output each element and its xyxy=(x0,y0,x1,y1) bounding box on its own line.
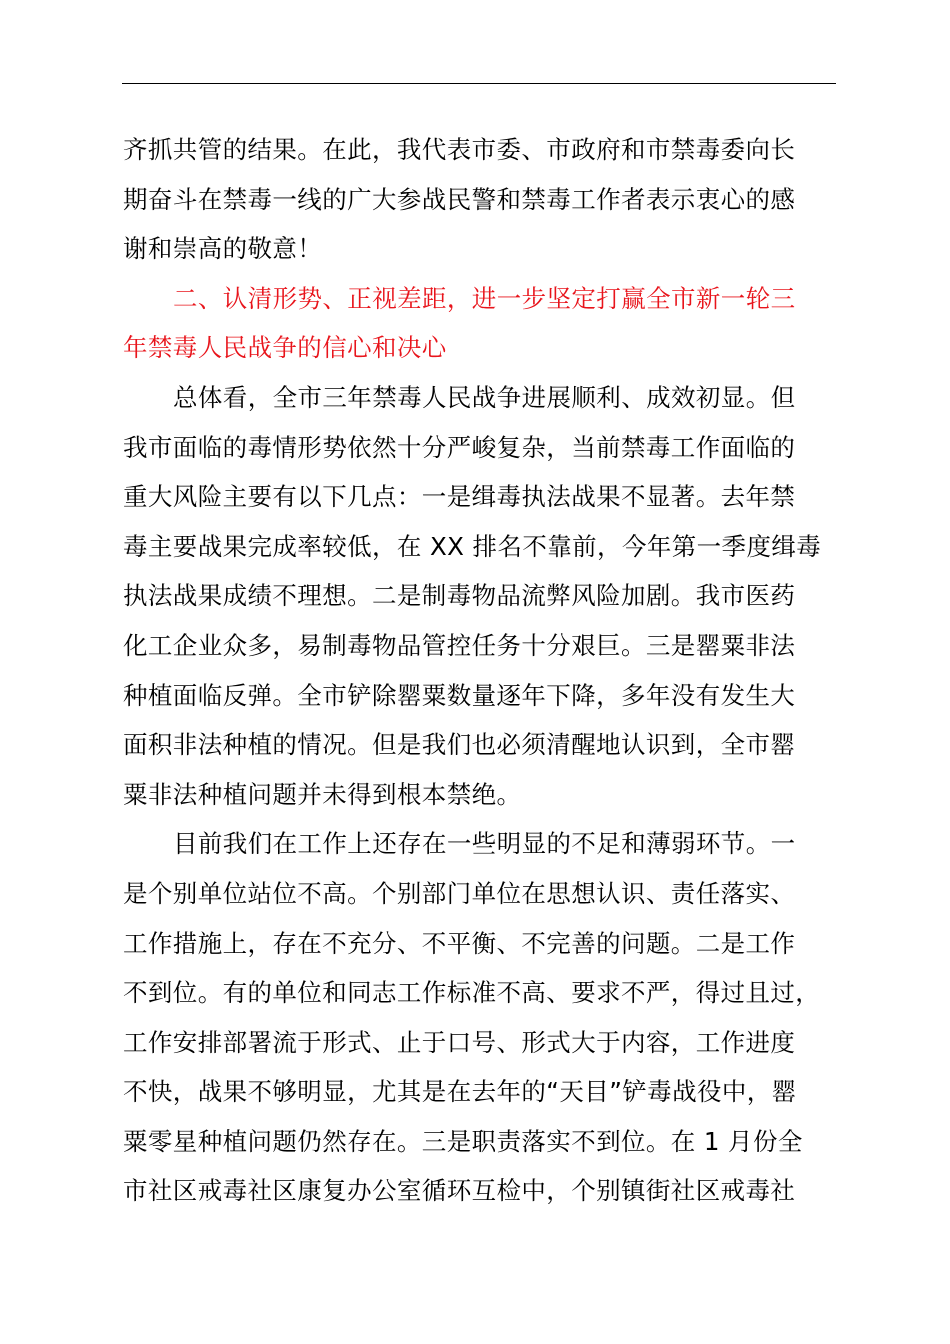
paragraph-3 xyxy=(123,819,843,1216)
heading-line: 二、认清形势、正视差距，进一步坚定打赢全市新一轮三 xyxy=(173,283,796,313)
paragraph-1 xyxy=(123,125,843,274)
paragraph-2 xyxy=(123,373,843,819)
text-line: 总体看，全市三年禁毒人民战争进展顺利、成效初显。但 xyxy=(173,382,796,412)
text-line: 毒主要战果完成率较低，在 XX 排名不靠前，今年第一季度缉毒 xyxy=(123,531,822,561)
text-line: 不到位。有的单位和同志工作标准不高、要求不严，得过且过， xyxy=(123,978,821,1008)
text-line: 种植面临反弹。全市铲除罂粟数量逐年下降，多年没有发生大 xyxy=(123,680,796,710)
text-line: 重大风险主要有以下几点：一是缉毒执法战果不显著。去年禁 xyxy=(123,482,796,512)
text-line: 面积非法种植的情况。但是我们也必须清醒地认识到，全市罂 xyxy=(123,730,796,760)
text-line: 齐抓共管的结果。在此，我代表市委、市政府和市禁毒委向长 xyxy=(123,135,796,164)
section-heading-2 xyxy=(123,274,843,373)
text-line: 粟零星种植问题仍然存在。三是职责落实不到位。在 1 月份全 xyxy=(123,1126,803,1156)
text-line: 执法战果成绩不理想。二是制毒物品流弊风险加剧。我市医药 xyxy=(123,581,796,611)
heading-line: 年禁毒人民战争的信心和决心 xyxy=(123,333,447,363)
text-line: 谢和崇高的敬意！ xyxy=(123,234,323,264)
text-line: 不快，战果不够明显，尤其是在去年的“天目”铲毒战役中，罂 xyxy=(123,1077,797,1107)
text-line: 期奋斗在禁毒一线的广大参战民警和禁毒工作者表示衷心的感 xyxy=(123,184,796,214)
text-line: 我市面临的毒情形势依然十分严峻复杂，当前禁毒工作面临的 xyxy=(123,432,796,462)
text-line: 工作安排部署流于形式、止于口号、形式大于内容，工作进度 xyxy=(123,1027,796,1057)
text-line: 目前我们在工作上还存在一些明显的不足和薄弱环节。一 xyxy=(173,829,796,859)
text-line: 化工企业众多，易制毒物品管控任务十分艰巨。三是罂粟非法 xyxy=(123,630,796,660)
text-line: 工作措施上，存在不充分、不平衡、不完善的问题。二是工作 xyxy=(123,928,796,958)
text-line: 市社区戒毒社区康复办公室循环互检中，个别镇街社区戒毒社 xyxy=(123,1176,796,1206)
text-line: 粟非法种植问题并未得到根本禁绝。 xyxy=(123,779,522,809)
text-line: 是个别单位站位不高。个别部门单位在思想认识、责任落实、 xyxy=(123,878,796,908)
document-body xyxy=(123,125,843,1216)
header-rule xyxy=(122,83,836,84)
